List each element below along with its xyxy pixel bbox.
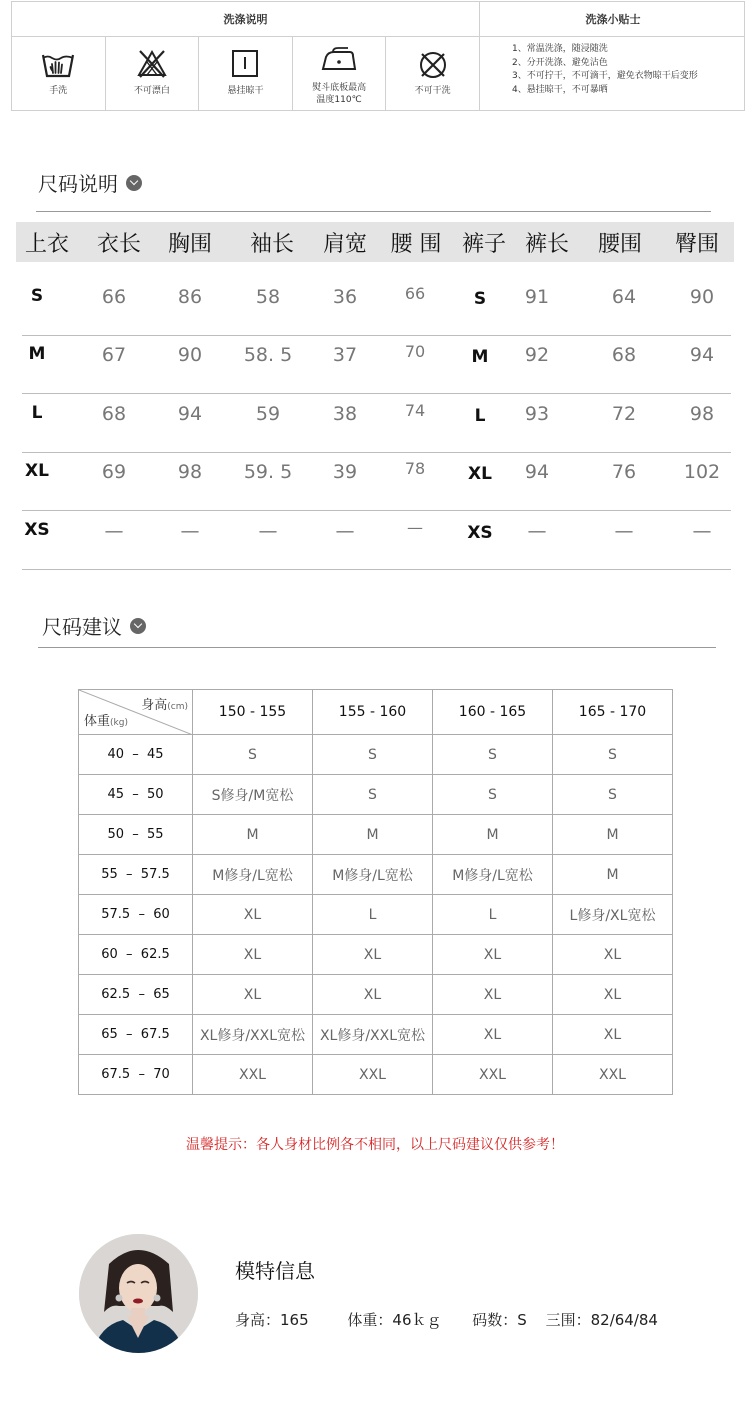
size-advice-cell: XL修身/XXL宽松 [313,1015,433,1055]
size-advice-cell: L修身/XL宽松 [553,895,673,935]
model-size: 码数：S [472,1311,527,1329]
size-advice-cell: S [433,735,553,775]
size-advice-cell: M [553,815,673,855]
model-weight: 体重：46ｋｇ [347,1311,442,1329]
divider [36,211,711,212]
model-portrait-image [79,1234,198,1353]
advice-row [79,855,673,895]
advice-row [79,815,673,855]
header-top: 上衣 [24,232,70,257]
cell-sleeve: 59. 5 [243,461,293,483]
model-info-details [235,1309,658,1330]
cell-top: M [28,344,46,364]
cell-pants: XL [468,464,492,484]
advice-header-row [79,690,673,735]
cell-sleeve: 58. 5 [243,344,293,366]
cell-shoulder: 38 [332,403,358,425]
cell-pants-waist: 64 [611,286,637,308]
header-sleeve: 袖长 [249,232,295,257]
model-height: 身高：165 [235,1311,309,1329]
size-advice-cell: XXL [313,1055,433,1095]
wash-instructions-title: 洗涤说明 [12,2,480,37]
height-range-header: 160 - 165 [433,690,553,735]
cell-sleeve: 58 [255,286,281,308]
cell-pants: M [471,347,489,367]
care-label-line1: 熨斗底板最高 [312,83,367,93]
size-advice-cell: M修身/L宽松 [193,855,313,895]
care-label-line2: 温度110℃ [316,95,362,105]
wash-tips-list [512,43,742,97]
cell-length: 69 [101,461,127,483]
cell-pants-waist: 72 [611,403,637,425]
cell-length: — [104,520,124,542]
corner-height-unit: (cm) [167,702,188,712]
size-section-title [38,168,142,197]
size-advice-cell: M [193,815,313,855]
corner-weight-unit: (kg) [110,718,128,728]
wash-care-panel [11,1,745,111]
cell-pants: L [474,406,486,426]
header-chest: 胸围 [167,232,213,257]
size-advice-cell: S [313,775,433,815]
chevron-down-icon[interactable] [130,618,146,634]
size-advice-cell: XL [313,935,433,975]
size-advice-cell: XL [553,1015,673,1055]
cell-length: 68 [101,403,127,425]
cell-chest: 86 [177,286,203,308]
cell-waist: 70 [404,342,426,361]
cell-waist: 74 [404,401,426,420]
care-label: 手洗 [49,86,68,96]
header-pants: 裤子 [461,232,507,257]
corner-weight-label [84,710,128,729]
hang-dry-icon [230,49,260,79]
advice-section-title-text: 尺码建议 [42,615,122,639]
no-dry-clean-icon [417,49,449,81]
wash-icons-row [12,37,480,111]
advice-section-title [42,611,146,640]
cell-hip: 102 [683,461,721,483]
cell-chest: 94 [177,403,203,425]
size-advice-cell: M [553,855,673,895]
avatar [79,1234,198,1353]
advice-row [79,735,673,775]
cell-pants: S [473,289,487,309]
cell-top: L [31,403,43,423]
cell-hip: 94 [689,344,715,366]
size-advice-cell: M [433,815,553,855]
header-hip: 臀围 [674,232,720,257]
size-advice-cell: M [313,815,433,855]
warm-tip: 温馨提示：各人身材比例各不相同，以上尺码建议仅供参考！ [186,1137,564,1153]
cell-pants-length: 94 [524,461,550,483]
size-row [22,278,731,336]
wash-tip: 4、悬挂晾干，不可暴晒 [512,84,608,95]
wash-tip: 3、不可拧干，不可滴干，避免衣物晾干后变形 [512,71,698,81]
size-advice-cell: XXL [433,1055,553,1095]
size-advice-cell: XL [433,975,553,1015]
advice-row [79,1015,673,1055]
size-advice-cell: S [553,775,673,815]
corner-weight-text: 体重 [84,714,111,729]
cell-waist: — [407,518,423,537]
cell-chest: 98 [177,461,203,483]
cell-pants-length: 92 [524,344,550,366]
cell-sleeve: 59 [255,403,281,425]
weight-range-cell: 60 – 62.5 [79,935,193,975]
hand-wash-icon [40,49,76,81]
advice-corner-cell [79,690,193,735]
size-row [22,453,731,511]
divider [38,647,716,648]
size-advice-cell: S [313,735,433,775]
corner-height-text: 身高 [141,698,168,713]
care-item-hang-dry [199,37,293,111]
cell-shoulder: 37 [332,344,358,366]
size-advice-cell: XXL [193,1055,313,1095]
weight-range-cell: 45 – 50 [79,775,193,815]
cell-pants: XS [467,523,493,543]
care-label [293,82,386,106]
advice-row [79,1055,673,1095]
size-advice-cell: L [433,895,553,935]
size-advice-cell: S修身/M宽松 [193,775,313,815]
cell-chest: — [180,520,200,542]
size-advice-cell: XL [193,895,313,935]
iron-icon [320,47,358,73]
care-label: 悬挂晾干 [227,86,264,96]
wash-care-header [12,2,744,37]
care-label: 不可干洗 [414,86,451,96]
height-range-header: 155 - 160 [313,690,433,735]
size-advice-cell: XL [193,935,313,975]
size-row [22,395,731,453]
weight-range-cell: 67.5 – 70 [79,1055,193,1095]
header-pants-waist: 腰围 [597,232,643,257]
care-item-no-bleach [106,37,200,111]
weight-range-cell: 57.5 – 60 [79,895,193,935]
cell-pants-waist: 68 [611,344,637,366]
cell-chest: 90 [177,344,203,366]
size-advice-cell: M修身/L宽松 [313,855,433,895]
model-measurements: 三围：82/64/84 [545,1311,658,1329]
corner-height-label [141,694,188,713]
weight-range-cell: 55 – 57.5 [79,855,193,895]
wash-tips-title: 洗涤小贴士 [585,13,641,26]
cell-waist: 78 [404,459,426,478]
cell-pants-waist: — [614,520,634,542]
advice-row [79,935,673,975]
size-advice-cell: S [193,735,313,775]
size-row [22,336,731,394]
cell-pants-length: 93 [524,403,550,425]
weight-range-cell: 40 – 45 [79,735,193,775]
height-range-header: 150 - 155 [193,690,313,735]
care-item-iron [293,37,387,111]
cell-sleeve: — [258,520,278,542]
header-pants-length: 裤长 [524,232,570,257]
weight-range-cell: 50 – 55 [79,815,193,855]
size-advice-cell: XL [313,975,433,1015]
chevron-down-icon[interactable] [126,175,142,191]
weight-range-cell: 65 – 67.5 [79,1015,193,1055]
size-advice-cell: XL [553,935,673,975]
cell-top: S [30,286,44,306]
care-label: 不可漂白 [133,86,170,96]
size-advice-cell: XL [193,975,313,1015]
advice-row [79,775,673,815]
weight-range-cell: 62.5 – 65 [79,975,193,1015]
cell-waist: 66 [404,284,426,303]
cell-shoulder: 36 [332,286,358,308]
cell-top: XL [25,461,49,481]
size-advice-table [78,689,673,1095]
header-shoulder: 肩宽 [322,232,368,257]
size-advice-cell: S [553,735,673,775]
advice-row [79,895,673,935]
wash-tip: 2、分开洗涤、避免沾色 [512,57,608,68]
cell-length: 67 [101,344,127,366]
advice-row [79,975,673,1015]
size-advice-cell: XXL [553,1055,673,1095]
size-advice-cell: M修身/L宽松 [433,855,553,895]
no-bleach-icon [136,49,168,79]
size-advice-cell: XL [433,935,553,975]
cell-length: 66 [101,286,127,308]
header-waist: 腰 围 [390,232,442,257]
cell-pants-waist: 76 [611,461,637,483]
cell-hip: 90 [689,286,715,308]
cell-top: XS [24,520,50,540]
height-range-header: 165 - 170 [553,690,673,735]
size-advice-cell: XL [553,975,673,1015]
header-length: 衣长 [96,232,142,257]
size-advice-cell: XL修身/XXL宽松 [193,1015,313,1055]
size-advice-cell: XL [433,1015,553,1055]
size-table-header [16,222,734,262]
size-section-title-text: 尺码说明 [38,172,118,196]
cell-pants-length: 91 [524,286,550,308]
size-advice-cell: S [433,775,553,815]
size-advice-cell: L [313,895,433,935]
wash-tip: 1、常温洗涤，随浸随洗 [512,44,608,54]
cell-shoulder: — [335,520,355,542]
care-item-hand-wash [12,37,106,111]
cell-hip: — [692,520,712,542]
size-row [22,512,731,570]
care-item-no-dry-clean [386,37,479,111]
cell-pants-length: — [527,520,547,542]
cell-shoulder: 39 [332,461,358,483]
cell-hip: 98 [689,403,715,425]
model-info-title: 模特信息 [235,1259,315,1283]
